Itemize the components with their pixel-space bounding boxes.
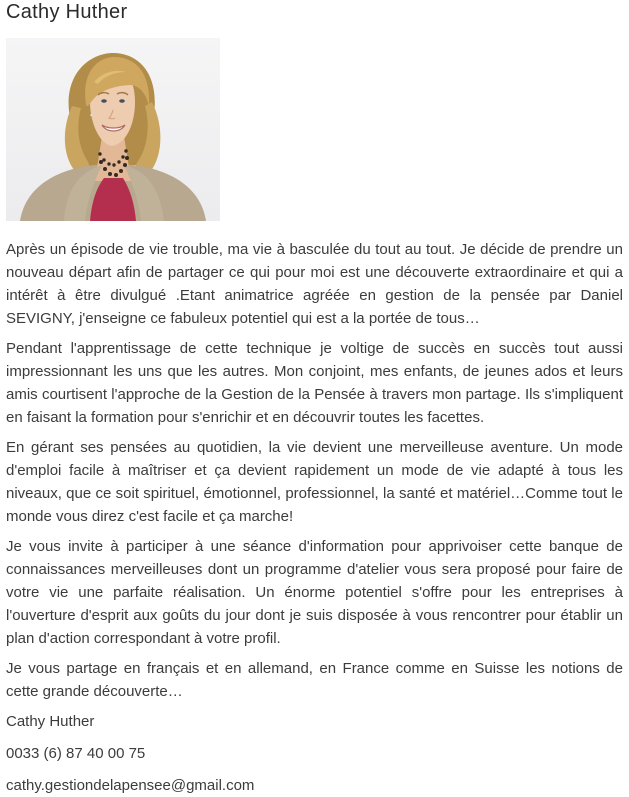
page-title: Cathy Huther (6, 1, 128, 23)
eye-left (101, 99, 107, 102)
bio-paragraph-3: En gérant ses pensées au quotidien, la vie devient une merveilleuse aventure. Un mode d'emploi facile à maîtriser et ça devient rapidement un mode de vie adapté à tous les niveaux, que ce soit spirituel, émotionnel, professionnel, la santé et matériel…Comme tout le monde vous direz c'est facile et ça marche! (6, 439, 623, 525)
bio-paragraph-4: Je vous invite à participer à une séance d'information pour apprivoiser cette banque de connaissances merveilleuses dont un programme d'atelier vous sera proposé pour faire de votre vie une parfaite réalisation. Un énorme potentiel s'offre pour les entreprises à l'ouverture d'esprit aux goûts du jour dont je suis disposée à vous rencontrer pour établir un plan d'action correspondant à votre profil. (6, 538, 623, 647)
bio-paragraph-5: Je vous partage en français et en allemand, en France comme en Suisse les notions de cette grande découverte… (6, 660, 623, 700)
bio-section (6, 238, 623, 703)
portrait-image (6, 38, 220, 221)
bio-paragraph-1: Après un épisode de vie trouble, ma vie à basculée du tout au tout. Je décide de prendre un nouveau départ afin de partager ce qui pour moi est une découverte extraordinaire et qui a intérêt à être divulgué .Etant animatrice agréée en gestion de la pensée par Daniel SEVIGNY, j'enseigne ce fabuleux potentiel qui est a la portée de tous… (6, 241, 623, 327)
bio-paragraph-2: Pendant l'apprentissage de cette technique je voltige de succès en succès tout aussi impressionnant les uns que les autres. Mon conjoint, mes enfants, de jeunes ados et leurs amis courtisent l'approche de la Gestion de la Pensée à travers mon partage. Ils s'impliquent en faisant la formation pour s'enrichir et en découvrir toutes les facettes. (6, 340, 623, 426)
earring (90, 114, 93, 117)
eye-right (119, 99, 125, 102)
profile-photo (6, 38, 220, 221)
contact-phone: 0033 (6) 87 40 00 75 (6, 745, 146, 762)
contact-name: Cathy Huther (6, 713, 95, 730)
contact-email: cathy.gestiondelapensee@gmail.com (6, 777, 255, 794)
contact-section (6, 710, 623, 797)
